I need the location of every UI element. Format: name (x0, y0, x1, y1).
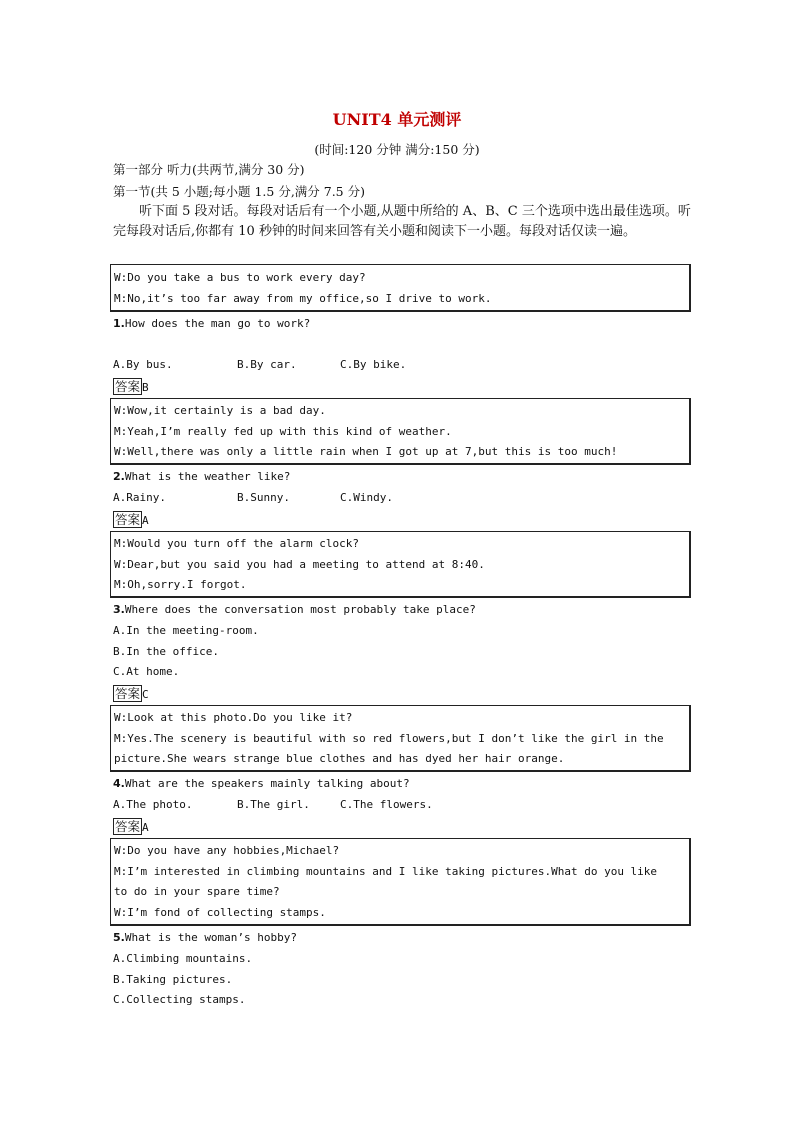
answer (113, 684, 149, 702)
question (113, 777, 410, 790)
dialogue-line: M:Oh,sorry.I forgot. (114, 578, 247, 591)
option: B.The girl. (237, 798, 310, 811)
answer-label: 答案 (115, 512, 141, 527)
question-number: 2. (113, 470, 125, 483)
question (113, 317, 310, 330)
dialogue-box (110, 264, 691, 312)
option: B.By car. (237, 358, 297, 371)
option: C.At home. (113, 665, 180, 678)
question-number: 4. (113, 777, 125, 790)
dialogue-line: W:I’m fond of collecting stamps. (114, 906, 326, 919)
option: C.Collecting stamps. (113, 993, 246, 1006)
instructions: 听下面 5 段对话。每段对话后有一个小题,从题中所给的 A、B、C 三个选项中选出最佳选项。听完每段对话后,你都有 10 秒钟的时间来回答有关小题和阅读下一小题。每段对话仅读一遍。 (113, 204, 691, 239)
answer-label: 答案 (115, 686, 141, 701)
dialogue-box (110, 531, 691, 598)
question (113, 931, 297, 944)
dialogue-box (110, 398, 691, 465)
dialogue-line: M:Yeah,I’m really fed up with this kind of weather. (114, 425, 452, 438)
dialogue-line: W:Look at this photo.Do you like it? (114, 711, 353, 724)
question-number: 3. (113, 603, 125, 616)
question-text: What are the speakers mainly talking about? (124, 777, 410, 790)
question-text: What is the woman’s hobby? (124, 931, 298, 944)
dialogue-line: W:Wow,it certainly is a bad day. (114, 404, 326, 417)
option: B.Taking pictures. (113, 973, 233, 986)
dialogue-line: picture.She wears strange blue clothes and has dyed her hair orange. (114, 752, 565, 765)
answer-value: A (142, 514, 149, 527)
answer-value: B (142, 381, 149, 394)
page-title: UNIT4 单元测评 (332, 110, 462, 129)
question-number: 5. (113, 931, 125, 944)
answer (113, 510, 149, 528)
answer (113, 377, 149, 395)
dialogue-box (110, 838, 691, 926)
option: C.By bike. (340, 358, 407, 371)
dialogue-box (110, 705, 691, 772)
question-text: Where does the conversation most probably take place? (124, 603, 476, 616)
dialogue-line: M:Yes.The scenery is beautiful with so red flowers,but I don’t like the girl in the (114, 732, 664, 745)
dialogue-line: M:I’m interested in climbing mountains and I like taking pictures.What do you like (114, 865, 658, 878)
section-heading: 第一节(共 5 小题;每小题 1.5 分,满分 7.5 分) (113, 184, 365, 199)
dialogue-line: W:Do you have any hobbies,Michael? (114, 844, 340, 857)
option: A.Climbing mountains. (113, 952, 253, 965)
option: A.By bus. (113, 358, 173, 371)
question-text: How does the man go to work? (124, 317, 311, 330)
option: C.Windy. (340, 491, 393, 504)
option: B.Sunny. (237, 491, 290, 504)
answer-label: 答案 (115, 819, 141, 834)
question (113, 470, 290, 483)
part-heading: 第一部分 听力(共两节,满分 30 分) (113, 162, 305, 177)
question (113, 603, 476, 616)
question-text: What is the weather like? (124, 470, 291, 483)
dialogue-line: M:No,it’s too far away from my office,so I drive to work. (114, 292, 492, 305)
option: A.In the meeting-room. (113, 624, 259, 637)
dialogue-line: W:Do you take a bus to work every day? (114, 271, 366, 284)
option: A.The photo. (113, 798, 193, 811)
answer-value: A (142, 821, 149, 834)
dialogue-line: W:Dear,but you said you had a meeting to attend at 8:40. (114, 558, 485, 571)
dialogue-line: W:Well,there was only a little rain when I got up at 7,but this is too much! (114, 445, 618, 458)
option: C.The flowers. (340, 798, 433, 811)
answer-label: 答案 (115, 379, 141, 394)
option: A.Rainy. (113, 491, 166, 504)
answer (113, 817, 149, 835)
dialogue-line: to do in your spare time? (114, 885, 280, 898)
exam-time-info: (时间:120 分钟 满分:150 分) (314, 142, 480, 157)
answer-value: C (142, 688, 149, 701)
option: B.In the office. (113, 645, 219, 658)
dialogue-line: M:Would you turn off the alarm clock? (114, 537, 360, 550)
question-number: 1. (113, 317, 125, 330)
